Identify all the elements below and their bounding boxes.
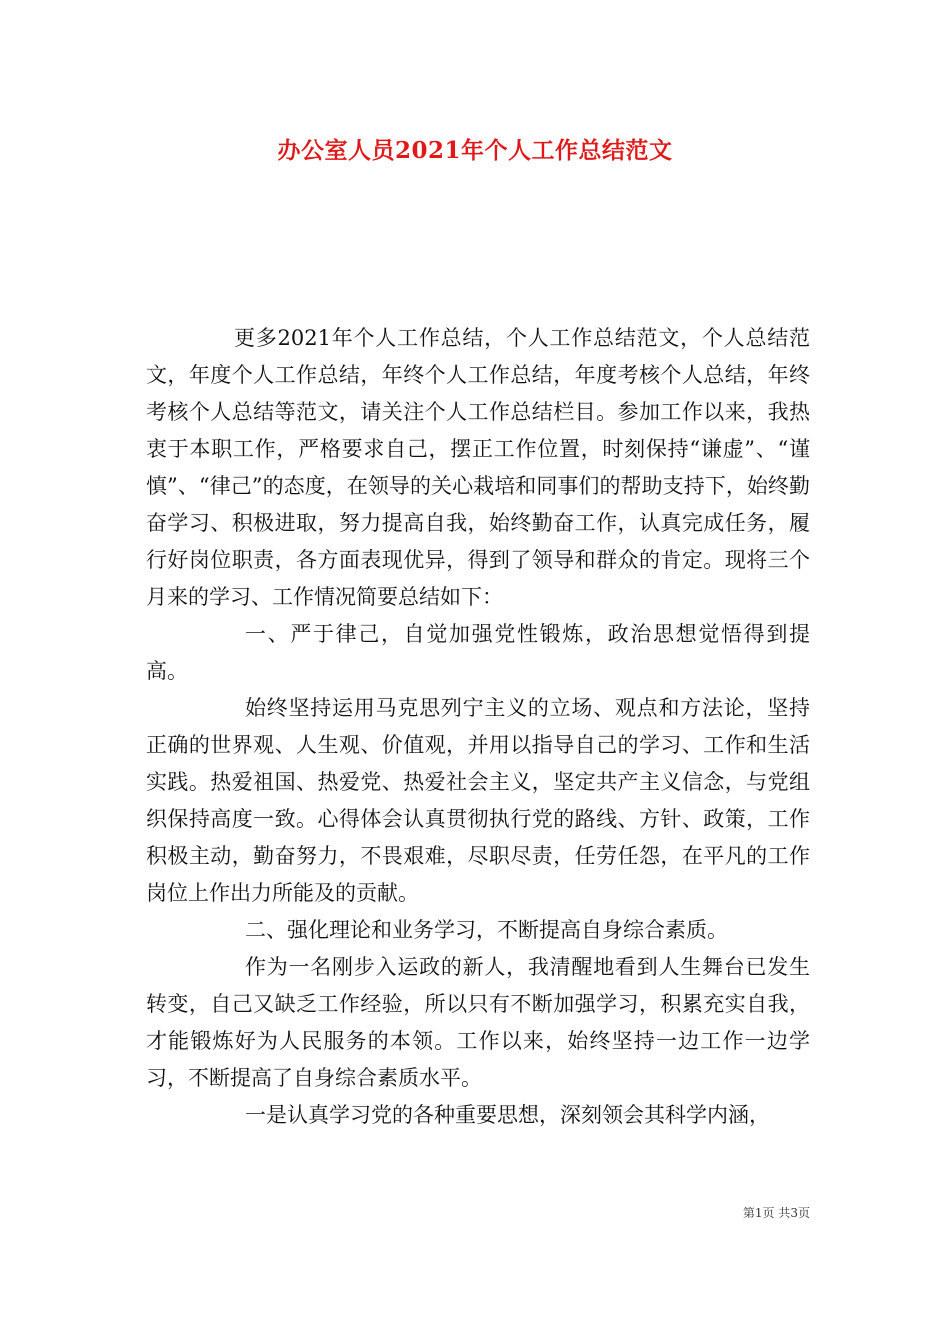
section-heading-1: 一、严于律己，自觉加强党性锻炼，政治思想觉悟得到提高。 [146,622,810,683]
paragraph-section-1: 始终坚持运用马克思列宁主义的立场、观点和方法论，坚持正确的世界观、人生观、价值观，并用以指导自己的学习、工作和生活实践。热爱祖国、热爱党、热爱社会主义，坚定共产主义信念，与党组织保持高度一致。心得体会认真贯彻执行党的路线、方针、政策，工作积极主动，勤奋努力，不畏艰难，尽职尽责，任劳任怨，在平凡的工作岗位上作出力所能及的贡献。 [146,696,810,905]
paragraph-intro: 更多2021年个人工作总结，个人工作总结范文，个人总结范文，年度个人工作总结，年终个人工作总结，年度考核个人总结，年终考核个人总结等范文，请关注个人工作总结栏目。参加工作以来，我热衷于本职工作，严格要求自己，摆正工作位置，时刻保持“谦虚”、“谨慎”、“律己”的态度，在领导的关心栽培和同事们的帮助支持下，始终勤奋学习、积极进取，努力提高自我，始终勤奋工作，认真完成任务，履行好岗位职责，各方面表现优异，得到了领导和群众的肯定。现将三个月来的学习、工作情况简要总结如下： [146,326,810,609]
page-number: 第1页 共3页 [742,1206,810,1220]
section-heading-2: 二、强化理论和业务学习，不断提高自身综合素质。 [245,918,728,942]
document-title: 办公室人员2021年个人工作总结范文 [277,137,673,164]
paragraph-section-2: 作为一名刚步入运政的新人，我清醒地看到人生舞台已发生转变，自己又缺乏工作经验，所以只有不断加强学习，积累充实自我，才能锻炼好为人民服务的本领。工作以来，始终坚持一边工作一边学习，不断提高了自身综合素质水平。 [146,955,810,1090]
paragraph-point-1: 一是认真学习党的各种重要思想，深刻领会其科学内涵， [245,1103,770,1127]
document-body [146,320,810,1134]
